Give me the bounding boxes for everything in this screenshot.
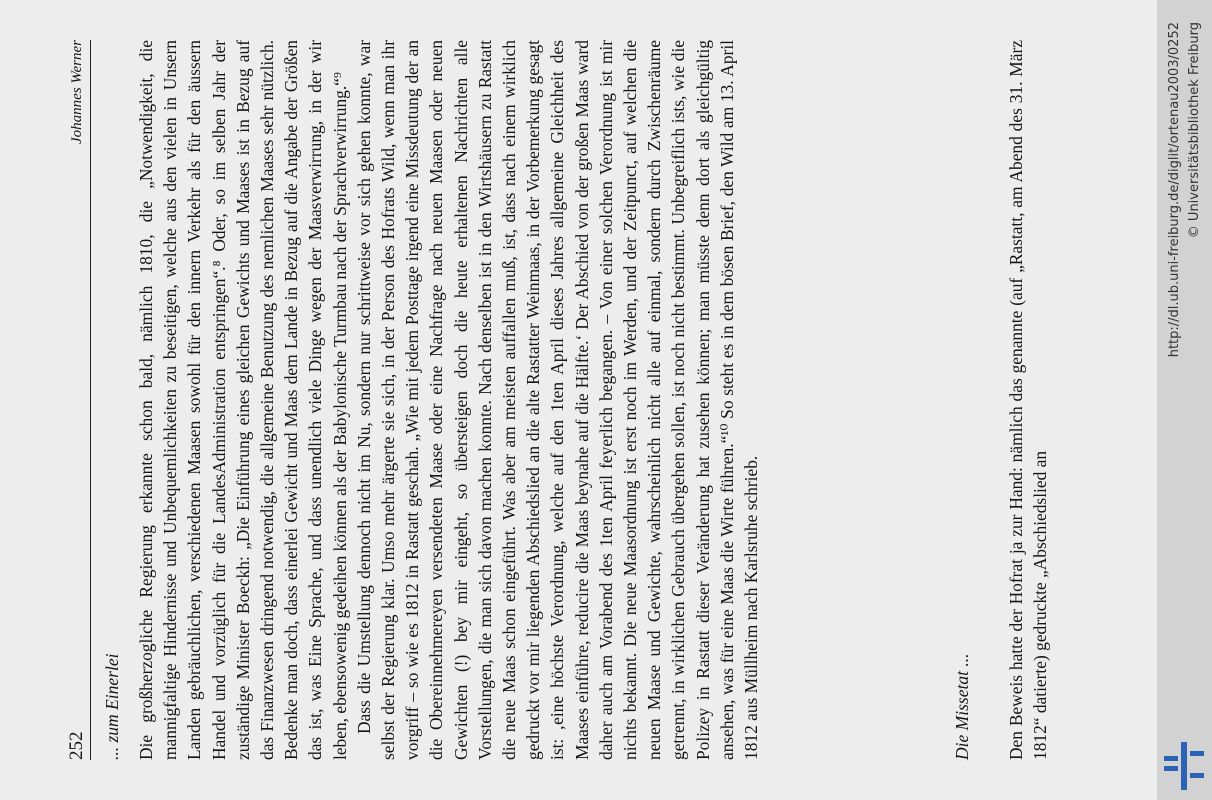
running-head: Johannes Werner xyxy=(69,40,85,145)
body-text xyxy=(134,40,763,760)
page-number: 252 xyxy=(66,731,87,760)
sidebar xyxy=(1157,0,1212,800)
paragraph: Dass die Umstellung dennoch nicht im Nu, sondern nur schrittweise vor sich gehen konnte, war selbst der Regierung klar. Umso mehr ärgerte sie sich, in der Person des Hofrats Wild, wenn man ihr vorgriff – so wie es 1812 in Rastatt geschah. „Wie mit jedem Posttage irgend eine Missdeutung der an die Obereinnehmereyen versendeten Maase oder eine Nachfrage nach neuen Maasen oder neuen Gewichten (!) bey mir eingeht, so übersteigen doch die heute erhaltenen Nachrichten alle Vorstellungen, die man sich davon machen konnte. Nach denselben ist in den Wirtshäusern zu Rastatt die neue Maas schon eingeführt. Was aber am meisten auffallen muß, ist, dass nach einem wirklich gedruckt vor mir liegenden Abschiedslied an die alte Rastatter Weinmaas, in der Vorbemerkung gesagt ist: ‚eine höchste Verordnung, welche auf den 1ten April dieses Jahres allgemeine Gleichheit des Maases einführe, reducire die Maas beynahe auf die Hälfte.‘ Der Abschied von der großen Maas ward daher auch am Vorabend des 1ten April feyerlich begangen. – Von einer solchen Verordnung ist mir nichts bekannt. Die neue Maasordnung ist erst noch im Werden, und der Zeitpunct, auf welchen die neuen Maase und Gewichte, wahrscheinlich nicht alle auf einmal, sondern durch Zwischenräume getrennt, in wirklichen Gebrauch übergehen sollen, ist noch nicht bestimmt. Unbegreiflich ists, wie die Polizey in Rastatt dieser Veränderung hat zusehen können; man müsste denn dort als gleichgültig ansehen, was für eine Maas die Wirte führen.“¹⁰ So steht es in dem bösen Brief, den Wild am 13. April 1812 aus Müllheim nach Karlsruhe schrieb. xyxy=(353,40,762,760)
sidebar-text xyxy=(1157,0,1212,800)
source-url-link[interactable]: http://dl.ub.uni-freiburg.de/diglit/ortenau2003/0252 xyxy=(1167,22,1182,358)
paragraph: Den Beweis hatte der Hofrat ja zur Hand: nämlich das genannte (auf „Rastatt, am Abend des 31. März 1812“ datierte) gedruckte „Abschiedslied an xyxy=(1006,40,1051,760)
copyright-text: © Universitätsbibliothek Freiburg xyxy=(1187,22,1202,239)
subheading: Die Missetat ... xyxy=(952,653,972,760)
paragraph: Die großherzogliche Regierung erkannte schon bald, nämlich 1810, die „Notwendigkeit, die mannigfaltige Hindernisse und Unbequemlichkeiten zu beseitigen, welche aus den vielen in Unsern Landen gebräuchlichen, verschiedenen Maasen sowohl für den innern Verkehr als für den äussern Handel und vorzüglich für die LandesAdministration entspringen“.⁸ Oder, so im selben Jahr der zuständige Minister Boeckh: „Die Einführung eines gleichen Gewichts und Maases ist in Bezug auf das Finanzwesen dringend notwendig, die allgemeine Benutzung des nemlichen Maases sehr nützlich. Bedenke man doch, dass einerlei Gewicht und Maas dem Lande in Bezug auf die Angabe der Größen das ist, was Eine Sprache, und dass unendlich viele Dinge wegen der Maasverwirrung, in der wir leben, ebensowenig gedeihen können als der Babylonische Turmbau nach der Sprachverwirrung.“⁹ xyxy=(136,40,350,760)
library-logo-icon xyxy=(1162,742,1204,790)
page-header xyxy=(62,40,91,760)
section-title: ... zum Einerlei xyxy=(102,653,122,760)
